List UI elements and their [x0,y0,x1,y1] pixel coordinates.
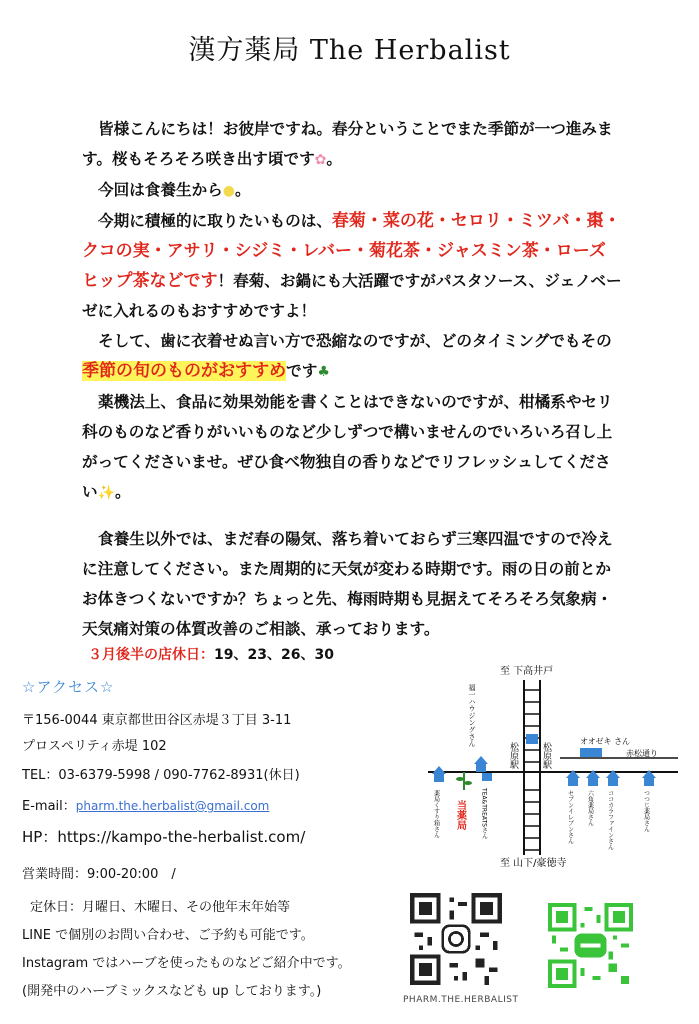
paragraph-foods: 今期に積極的に取りたいものは、春菊・菜の花・セロリ・ミツバ・棗・クコの実・アサリ・シジミ・レバー・菊花茶・ジャスミン茶・ローズヒップ茶などです！春菊、お鍋にも大活躍ですがパスタソース、ジェノベーゼに入れるのもおすすめですよ！ [82,211,622,320]
email-row: E-mail：pharm.the.herbalist@gmail.com [22,799,270,814]
line-qr-code[interactable] [548,903,633,988]
map-bottom-destination: 至 山下/豪徳寺 [500,858,567,869]
page-title: 漢方薬局 The Herbalist [188,35,511,66]
cherry-blossom-icon: ✿ [314,152,327,168]
paragraph-greeting: 皆様こんにちは！お彼岸ですね。春分ということでまた季節が一つ進みます。桜もそろそろ咲き出す頃です✿。 [82,114,622,175]
instagram-icon [443,926,469,952]
rokkaku-label: 六角薬局さん [586,790,594,826]
tsutsuji-label: つつじ薬局さん [642,790,650,832]
tea-treats-label: TEA&TREATSさん [480,788,488,839]
broccoli-icon: ♣ [317,364,330,380]
address-line2: プロスペリティ赤堤 102 [22,739,167,754]
cocokara-label: ココカラファインさん [606,790,614,850]
address-line1: 〒156-0044 東京都世田谷区赤堤３丁目 3-11 [22,713,292,728]
road-label: 赤松通り [626,749,658,758]
homepage-link[interactable]: HP：https://kampo-the-herbalist.com/ [22,828,306,846]
paragraph-topic: 今回は食養生から●。 [82,175,622,206]
ohzeki-label: オオゼキ さん [580,737,631,746]
recommended-foods: 春菊・菜の花・セロリ・ミツバ・棗・クコの実・アサリ・シジミ・レバー・菊花茶・ジャスミン茶・ローズヒップ茶などです [82,211,621,291]
seven-eleven-label: セブンイレブンさん [566,790,574,844]
station-label-right: 松原駅 [541,742,551,769]
railway-track [524,680,540,855]
map-top-destination: 至 下高井戸 [500,666,554,677]
closed-days: 定休日：月曜日、木曜日、その他年末年始等 [30,900,291,915]
lightbulb-icon: ● [222,183,235,199]
phone-number: TEL：03-6379-5998 / 090-7762-8931(休日) [22,768,300,783]
line-info: LINE で個別のお問い合わせ、ご予約も可能です。 [22,928,314,943]
fuku-housing-label: 福一ハウジングさん [468,684,476,747]
business-hours: 営業時間：9:00-20:00 / [22,867,176,882]
paragraph-seasonal: そして、歯に衣着せぬ言い方で恐縮なのですが、どのタイミングでもその季節の旬のものがおすすめです♣ [82,326,622,387]
access-title: ☆アクセス☆ [22,678,115,696]
access-map [420,660,685,875]
this-pharmacy-label: 当薬局 [454,800,466,830]
herb-mix-note: (開発中のハーブミックスなども up しております。) [22,984,322,999]
herb-plant-icon [456,772,472,790]
kusuribako-label: 薬局くすり箱さん [432,790,440,838]
cafe-cup-icon [482,773,492,781]
ohzeki-store-icon [580,748,602,757]
sparkles-icon: ✨ [97,485,116,501]
instagram-qr-code[interactable] [410,893,502,985]
holiday-notice: ３月後半の店休日：19、23、26、30 [88,647,334,663]
instagram-info: Instagram ではハーブを使ったものなどご紹介中です。 [22,956,351,971]
email-link[interactable]: pharm.the.herbalist@gmail.com [75,799,270,813]
station-label-left: 松原駅 [508,742,518,769]
paragraph-scent: 薬機法上、食品に効果効能を書くことはできないのですが、柑橘系やセリ科のものなど香りがいいものなど少しずつで構いませんのでいろいろ召し上がってくださいませ。ぜひ食べ物独自の香りなどでリフレッシュしてください✨。 [82,387,622,508]
article-body [82,114,622,666]
station-marker [526,734,538,744]
paragraph-weather: 食養生以外では、まだ春の陽気、落ち着いておらず三寒四温ですので冷えに注意してください。また周期的に天気が変わる時期です。雨の日の前とかお体きつくないですか？ちょっと先、梅雨時期も見据えてそろそろ気象病・天気痛対策の体質改善のご相談、承っております。 [82,530,613,638]
seasonal-highlight: 季節の旬のものがおすすめ [82,361,287,381]
instagram-handle: PHARM.THE.HERBALIST [403,995,519,1005]
